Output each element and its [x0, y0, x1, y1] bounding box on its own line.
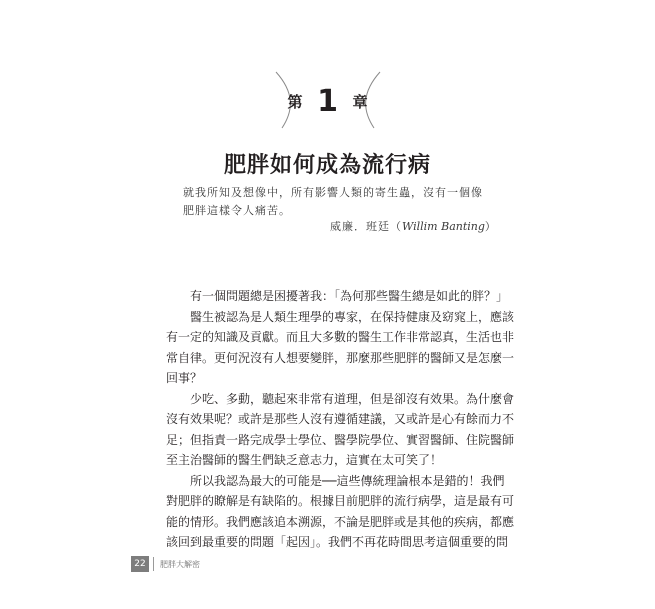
body-line: 醫生被認為是人類生理學的專家，在保持健康及窈窕上，應該 [166, 309, 515, 324]
body-line: 該回到最重要的問題「起因」。我們不再花時間思考這個重要的問 [166, 535, 509, 549]
attribution-english-name: Willim Banting [402, 220, 485, 233]
chapter-title: 肥胖如何成為流行病 [223, 153, 431, 178]
chapter-prefix: 第 [287, 93, 303, 111]
page-footer [131, 555, 200, 573]
body-line: 能的情形。我們應該追本溯源，不論是肥胖或是其他的疾病，都應 [166, 514, 515, 529]
body-line: 回事？ [166, 371, 203, 385]
epigraph-line: 就我所知及想像中，所有影響人類的寄生蟲，沒有一個像 [183, 186, 483, 199]
body-line: 至主治醫師的醫生們缺乏意志力，這實在太可笑了！ [166, 453, 443, 467]
epigraph-line: 肥胖這樣令人痛苦。 [183, 204, 291, 217]
body-line: 足；但指責一路完成學士學位、醫學院學位、實習醫師、住院醫師 [166, 432, 515, 447]
body-line: 有一個問題總是困擾著我：「為何那些醫生總是如此的胖？」 [166, 289, 509, 303]
body-line: 沒有效果呢？或許是那些人沒有遵循建議，又或許是心有餘而力不 [166, 412, 515, 426]
body-text [166, 286, 515, 553]
attribution-name: 威廉．班廷（ [330, 220, 402, 233]
chapter-heading [0, 84, 655, 119]
running-title: 肥胖大解密 [160, 559, 200, 569]
body-line: 對肥胖的瞭解是有缺陷的。根據目前肥胖的流行病學，這是最有可 [166, 494, 515, 508]
body-line: 常自律。更何況沒有人想要變胖，那麼那些肥胖的醫師又是怎麼一 [166, 350, 515, 365]
attribution-close: ） [484, 220, 497, 233]
body-line: 所以我認為最大的可能是──這些傳統理論根本是錯的！我們 [166, 473, 505, 488]
page-number: 22 [131, 556, 149, 572]
body-line: 有一定的知識及貢獻。而且大多數的醫生工作非常認真，生活也非 [166, 330, 515, 344]
body-line: 少吃、多動，聽起來非常有道理，但是卻沒有效果。為什麼會 [166, 391, 515, 406]
chapter-suffix: 章 [352, 93, 368, 111]
epigraph-quote [183, 184, 483, 220]
epigraph-attribution [330, 218, 497, 234]
chapter-number: 1 [317, 84, 338, 119]
footer-divider [153, 557, 154, 571]
